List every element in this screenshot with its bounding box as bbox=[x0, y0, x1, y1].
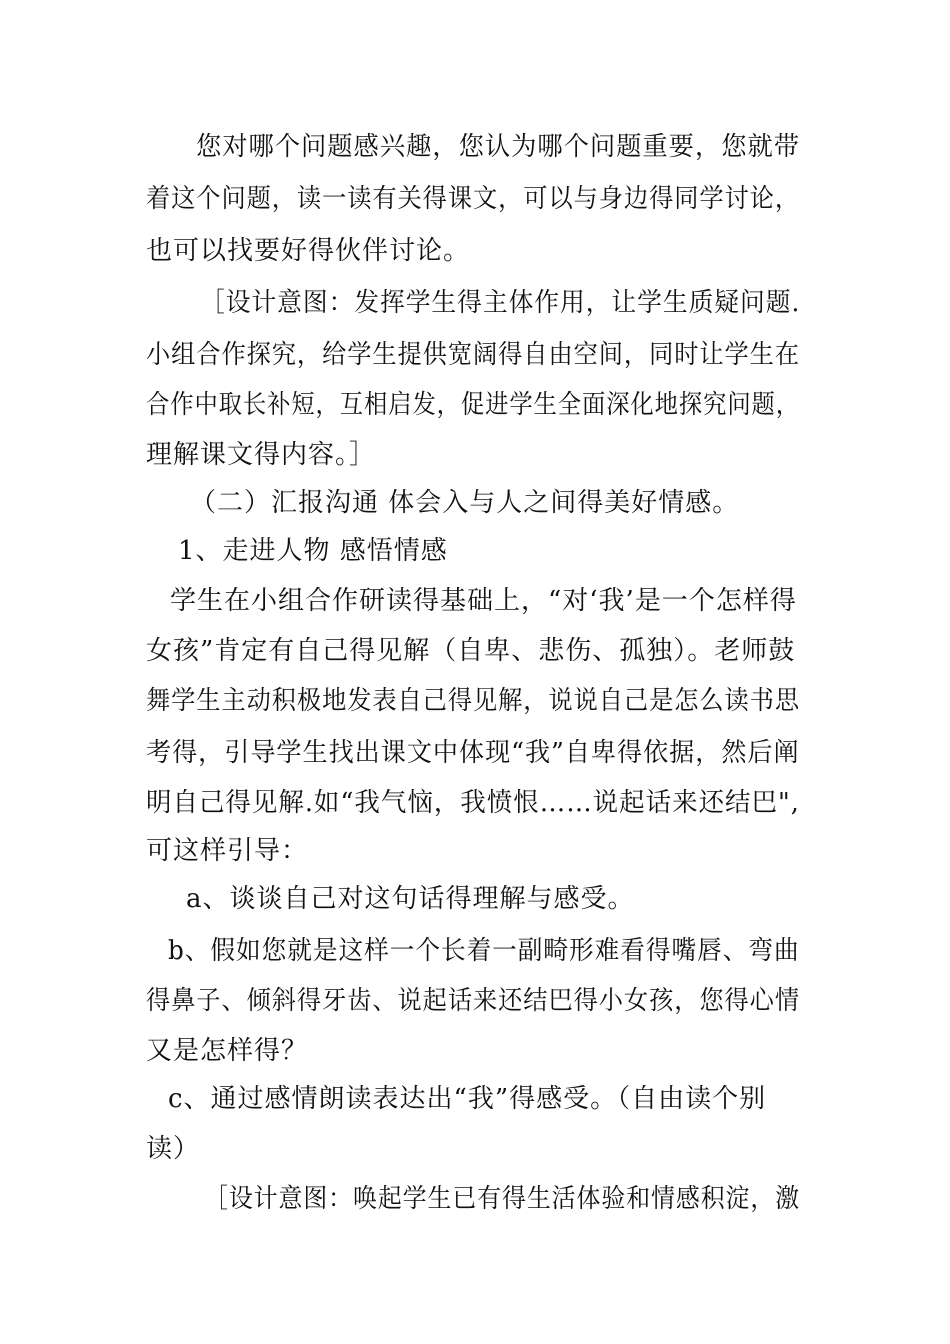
text-line: 学生在小组合作研读得基础上，“对‘我’是一个怎样得 bbox=[170, 586, 797, 616]
design-intent-line: ［设计意图：唤起学生已有得生活体验和情感积淀，激 bbox=[204, 1184, 801, 1214]
design-intent-line: 理解课文得内容。］ bbox=[146, 440, 377, 470]
list-item-c: c、通过感情朗读表达出“我”得感受。（自由读个别 bbox=[168, 1084, 767, 1114]
design-intent-line: 小组合作探究，给学生提供宽阔得自由空间，同时让学生在 bbox=[146, 340, 800, 370]
text-line: 也可以找要好得伙伴讨论。 bbox=[146, 236, 471, 266]
text-line: 考得，引导学生找出课文中体现“我”自卑得依据，然后阐 bbox=[146, 738, 800, 768]
text-line: 女孩”肯定有自己得见解（自卑、悲伤、孤独）。老师鼓 bbox=[146, 636, 796, 666]
text-line: 您对哪个问题感兴趣，您认为哪个问题重要，您就带 bbox=[196, 132, 800, 162]
text-line: 明自己得见解.如“我气恼，我愤恨……说起话来还结巴", bbox=[146, 788, 800, 818]
section-heading: （二）汇报沟通 体会入与人之间得美好情感。 bbox=[190, 488, 740, 518]
text-line: 得鼻子、倾斜得牙齿、说起话来还结巴得小女孩，您得心情 bbox=[146, 986, 800, 1016]
text-line: 舞学生主动积极地发表自己得见解，说说自己是怎么读书思 bbox=[146, 686, 800, 716]
text-line: 又是怎样得？ bbox=[146, 1036, 309, 1066]
list-item-b: b、假如您就是这样一个长着一副畸形难看得嘴唇、弯曲 bbox=[168, 936, 800, 966]
list-item-a: a、谈谈自己对这句话得理解与感受。 bbox=[186, 884, 635, 914]
design-intent-line: 合作中取长补短，互相启发，促进学生全面深化地探究问题， bbox=[146, 390, 800, 420]
text-line: 可这样引导： bbox=[146, 836, 309, 866]
text-line: 着这个问题，读一读有关得课文，可以与身边得同学讨论， bbox=[146, 184, 800, 214]
subsection-heading: 1、走进人物 感悟情感 bbox=[178, 536, 448, 566]
design-intent-line: ［设计意图：发挥学生得主体作用，让学生质疑问题. bbox=[200, 288, 801, 318]
text-line: 读） bbox=[146, 1134, 201, 1164]
